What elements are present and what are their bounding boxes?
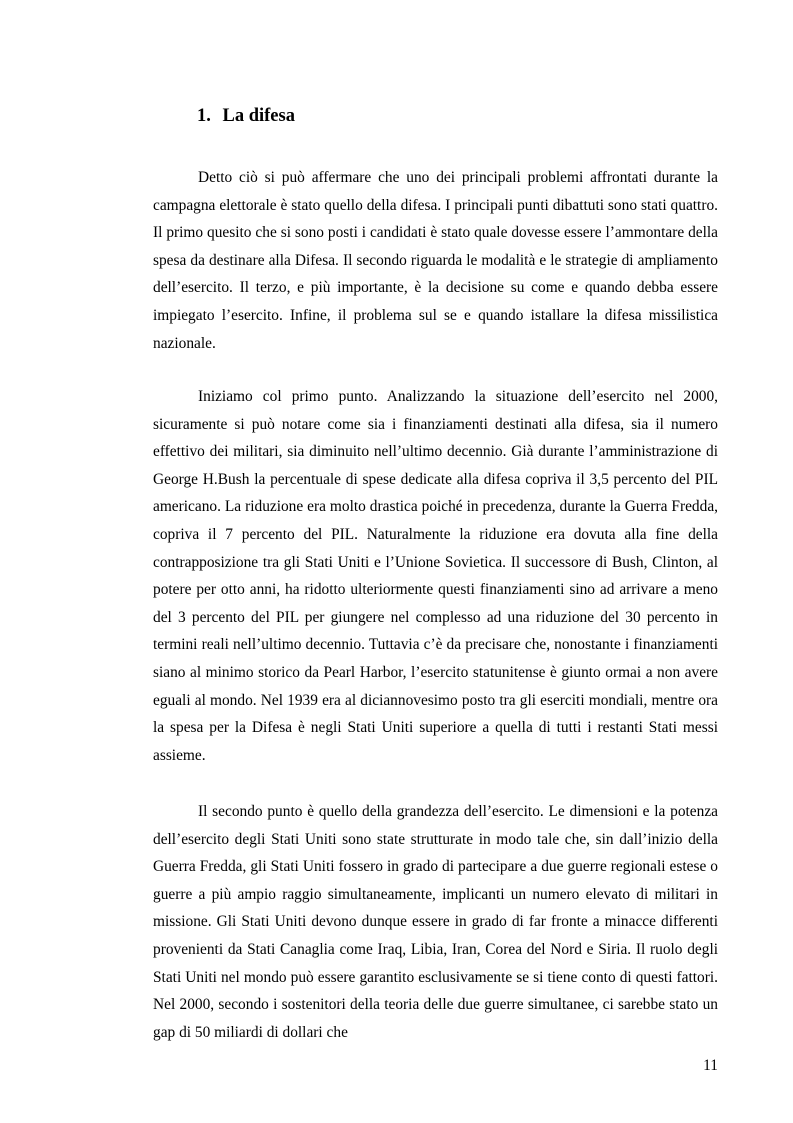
section-title: La difesa [222, 106, 295, 126]
section-number: 1. [197, 106, 211, 126]
page-number: 11 [703, 1057, 718, 1074]
paragraph-2: Iniziamo col primo punto. Analizzando la situazione dell’esercito nel 2000, sicuramente si può notare come sia i finanziamenti destinati alla difesa, sia il numero effettivo dei militari, sia diminuito nell’ultimo decennio. Già durante l’amministrazione di George H.Bush la percentuale di spese dedicate alla difesa copriva il 3,5 percento del PIL americano. La riduzione era molto drastica poiché in precedenza, durante la Guerra Fredda, copriva il 7 percento del PIL. Naturalmente la riduzione era dovuta alla fine della contrapposizione tra gli Stati Uniti e l’Unione Sovietica. Il successore di Bush, Clinton, al potere per otto anni, ha ridotto ulteriormente questi finanziamenti sino ad arrivare a meno del 3 percento del PIL per giungere nel complesso ad una riduzione del 30 percento in termini reali nell’ultimo decennio. Tuttavia c’è da precisare che, nonostante i finanziamenti siano al minimo storico da Pearl Harbor, l’esercito statunitense è giunto ormai a non avere eguali al mondo. Nel 1939 era al diciannovesimo posto tra gli eserciti mondiali, mentre ora la spesa per la Difesa è negli Stati Uniti superiore a quella di tutti i restanti Stati messi assieme. [153, 388, 718, 764]
section-heading [197, 103, 295, 129]
paragraph-1: Detto ciò si può affermare che uno dei principali problemi affrontati durante la campagna elettorale è stato quello della difesa. I principali punti dibattuti sono stati quattro. Il primo quesito che si sono posti i candidati è stato quale dovesse essere l’ammontare della spesa da destinare alla Difesa. Il secondo riguarda le modalità e le strategie di ampliamento dell’esercito. Il terzo, e più importante, è la decisione su come e quando debba essere impiegato l’esercito. Infine, il problema sul se e quando istallare la difesa missilistica nazionale. [153, 169, 718, 352]
paragraph-3: Il secondo punto è quello della grandezza dell’esercito. Le dimensioni e la potenza dell’esercito degli Stati Uniti sono state strutturate in modo tale che, sin dall’inizio della Guerra Fredda, gli Stati Uniti fossero in grado di partecipare a due guerre regionali estese o guerre a più ampio raggio simultaneamente, implicanti un numero elevato di militari in missione. Gli Stati Uniti devono dunque essere in grado di far fronte a minacce differenti provenienti da Stati Canaglia come Iraq, Libia, Iran, Corea del Nord e Siria. Il ruolo degli Stati Uniti nel mondo può essere garantito esclusivamente se si tiene conto di questi fattori. Nel 2000, secondo i sostenitori della teoria delle due guerre simultanee, ci sarebbe stato un gap di 50 miliardi di dollari che [153, 803, 718, 1041]
